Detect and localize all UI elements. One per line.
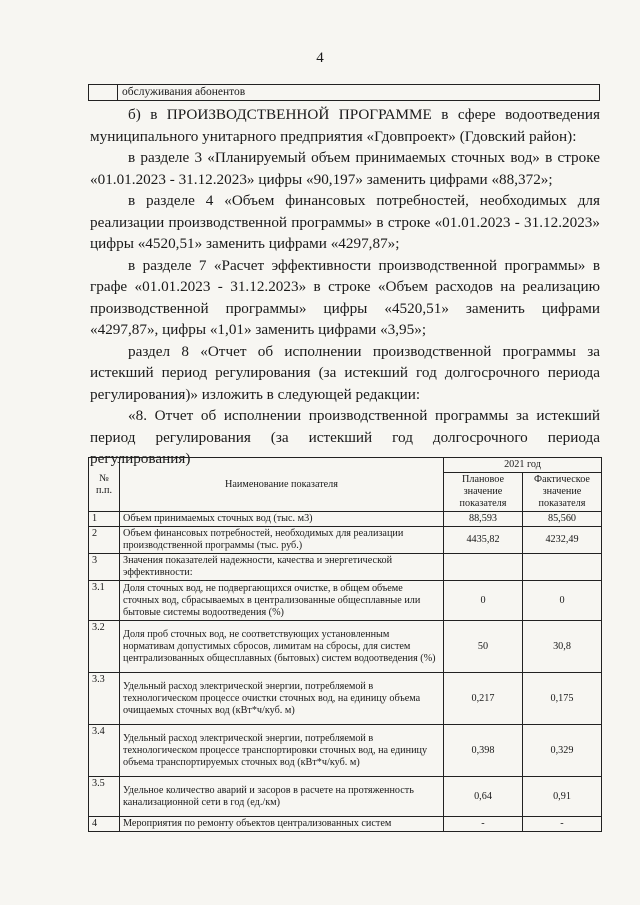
header-num: № п.п.	[89, 458, 120, 512]
table-row	[89, 621, 602, 673]
row-num-cell: 3.5	[89, 777, 120, 817]
continuation-text-cell: обслуживания абонентов	[118, 85, 600, 101]
row-plan-cell: 50	[444, 621, 523, 673]
continuation-table	[88, 84, 600, 101]
row-num-cell: 3	[89, 554, 120, 581]
header-name: Наименование показателя	[120, 458, 444, 512]
table-row	[89, 527, 602, 554]
row-name-cell: Объем принимаемых сточных вод (тыс. м3)	[120, 512, 444, 527]
table-row	[89, 581, 602, 621]
row-plan-cell: 88,593	[444, 512, 523, 527]
row-plan-cell: -	[444, 817, 523, 832]
table-row	[89, 777, 602, 817]
row-fact-cell: 0	[523, 581, 602, 621]
table-row	[89, 512, 602, 527]
row-plan-cell: 0,64	[444, 777, 523, 817]
row-num-cell: 3.3	[89, 673, 120, 725]
header-fact: Фактическое значение показателя	[523, 473, 602, 512]
row-name-cell: Мероприятия по ремонту объектов централизованных систем	[120, 817, 444, 832]
paragraph-b: б) в ПРОИЗВОДСТВЕННОЙ ПРОГРАММЕ в сфере водоотведения муниципального унитарного предприятия «Гдовпроект» (Гдовский район):	[90, 106, 600, 145]
paragraph-section-3: в разделе 3 «Планируемый объем принимаемых сточных вод» в строке «01.01.2023 - 31.12.2023» цифры «90,197» заменить цифрами «88,372»;	[90, 149, 600, 188]
paragraph-section-8: раздел 8 «Отчет об исполнении производственной программы за истекший период регулирования (за истекший год долгосрочного периода регулирования)» изложить в следующей редакции:	[90, 342, 600, 403]
table-row	[89, 673, 602, 725]
page-number: 4	[316, 50, 324, 66]
row-name-cell: Объем финансовых потребностей, необходимых для реализации производственной программы (тыс. руб.)	[120, 527, 444, 554]
continuation-empty-cell	[89, 85, 118, 101]
table-header-row	[89, 458, 602, 473]
row-num-cell: 2	[89, 527, 120, 554]
table-row	[89, 817, 602, 832]
row-num-cell: 4	[89, 817, 120, 832]
row-fact-cell: 85,560	[523, 512, 602, 527]
row-plan-cell	[444, 554, 523, 581]
row-name-cell: Удельное количество аварий и засоров в расчете на протяженность канализационной сети в год (ед./км)	[120, 777, 444, 817]
paragraph-section-7: в разделе 7 «Расчет эффективности производственной программы» в графе «01.01.2023 - 31.12.2023» в строке «Объем расходов на реализацию производственной программы» цифры «4520,51» заменить цифрами «4297,87», цифры «1,01» заменить цифрами «3,95»;	[90, 256, 600, 338]
document-body	[90, 104, 600, 470]
row-num-cell: 1	[89, 512, 120, 527]
header-year: 2021 год	[444, 458, 602, 473]
row-name-cell: Удельный расход электрической энергии, потребляемой в технологическом процессе транспортировки сточных вод, на единицу объема транспортируемых сточных вод (кВт*ч/куб. м)	[120, 725, 444, 777]
report-table	[88, 457, 602, 832]
row-plan-cell: 0	[444, 581, 523, 621]
row-name-cell: Значения показателей надежности, качества и энергетической эффективности:	[120, 554, 444, 581]
row-num-cell: 3.2	[89, 621, 120, 673]
table-row	[89, 725, 602, 777]
paragraph-section-4: в разделе 4 «Объем финансовых потребностей, необходимых для реализации производственной программы» в строке «01.01.2023 - 31.12.2023» цифры «4520,51» заменить цифрами «4297,87»;	[90, 192, 600, 252]
row-fact-cell: 4232,49	[523, 527, 602, 554]
header-plan: Плановое значение показателя	[444, 473, 523, 512]
row-plan-cell: 0,217	[444, 673, 523, 725]
row-fact-cell: 30,8	[523, 621, 602, 673]
row-fact-cell	[523, 554, 602, 581]
row-num-cell: 3.4	[89, 725, 120, 777]
row-name-cell: Доля проб сточных вод, не соответствующих установленным нормативам допустимых сбросов, лимитам на сбросы, для систем централизованных общесплавных (бытовых) систем водоотведения (%)	[120, 621, 444, 673]
row-fact-cell: 0,175	[523, 673, 602, 725]
row-num-cell: 3.1	[89, 581, 120, 621]
row-fact-cell: 0,329	[523, 725, 602, 777]
table-body	[89, 512, 602, 832]
row-plan-cell: 4435,82	[444, 527, 523, 554]
table-row	[89, 554, 602, 581]
row-name-cell: Доля сточных вод, не подвергающихся очистке, в общем объеме сточных вод, сбрасываемых в централизованные общесплавные или бытовые системы водоотведения (%)	[120, 581, 444, 621]
section-8-title: «8. Отчет об исполнении производственной программы за истекший период регулирования (за истекший год долгосрочного периода регулирования)	[90, 407, 600, 467]
row-fact-cell: 0,91	[523, 777, 602, 817]
row-fact-cell: -	[523, 817, 602, 832]
row-plan-cell: 0,398	[444, 725, 523, 777]
row-name-cell: Удельный расход электрической энергии, потребляемой в технологическом процессе очистки сточных вод, на единицу объема очищаемых сточных вод (кВт*ч/куб. м)	[120, 673, 444, 725]
